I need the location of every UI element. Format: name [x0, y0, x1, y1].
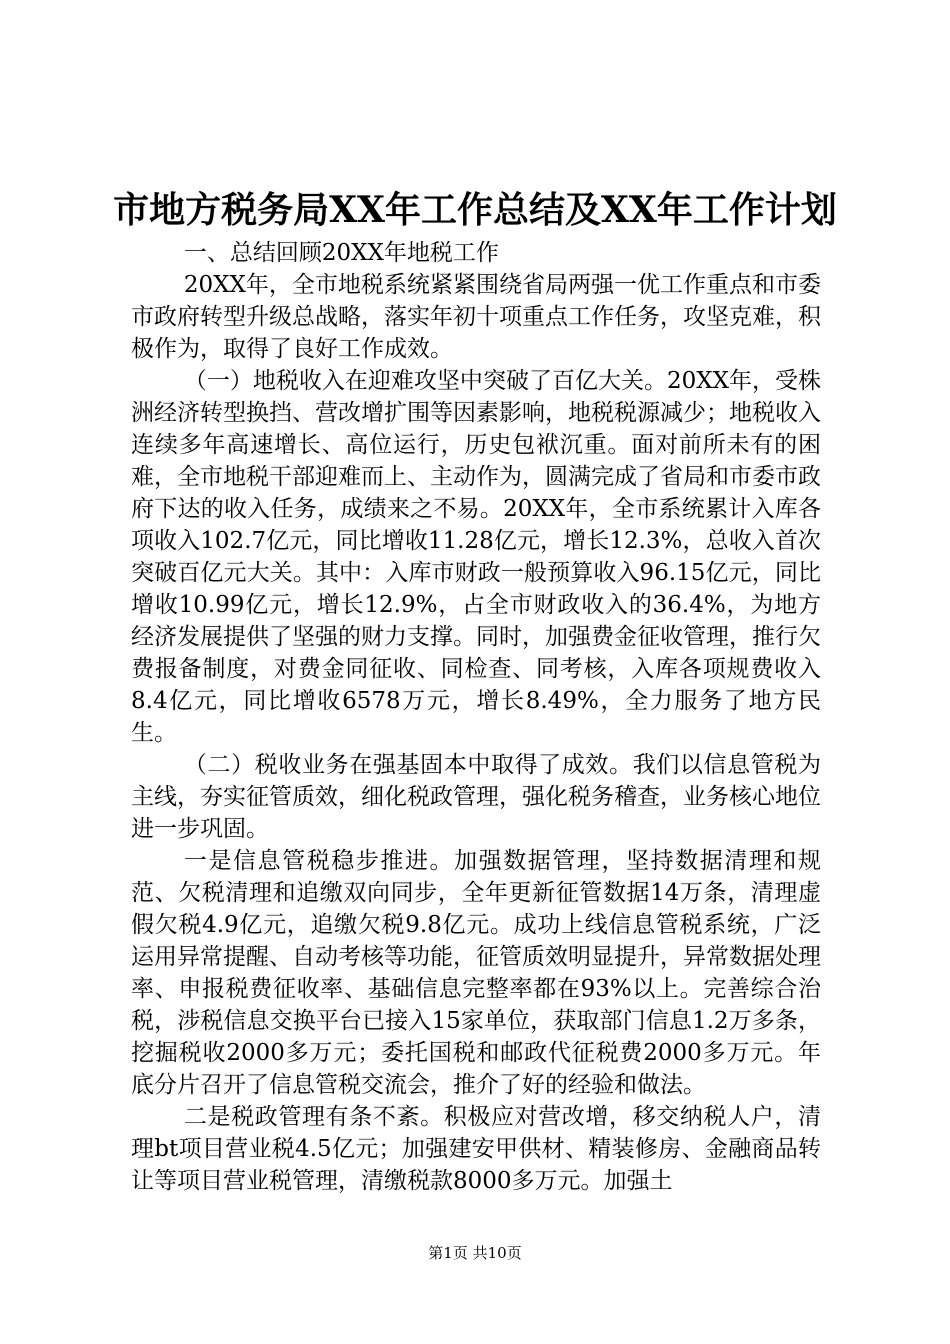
paragraph-business: （二）税收业务在强基固本中取得了成效。我们以信息管税为主线，夯实征管质效，细化税政管理，强化税务稽查，业务核心地位进一步巩固。 [131, 752, 821, 842]
section-heading: 一、总结回顾20XX年地税工作 [183, 240, 499, 266]
document-title: 市地方税务局XX年工作总结及XX年工作计划 [113, 189, 837, 231]
paragraph-intro: 20XX年，全市地税系统紧紧围绕省局两强一优工作重点和市委市政府转型升级总战略，落实年初十项重点工作任务，攻坚克难，积极作为，取得了良好工作成效。 [131, 272, 821, 362]
paragraph-tax-admin: 二是税政管理有条不紊。积极应对营改增，移交纳税人户，清理bt项目营业税4.5亿元；加强建安甲供材、精装修房、金融商品转让等项目营业税管理，清缴税款8000多万元。加强土 [131, 1104, 821, 1194]
paragraph-revenue: （一）地税收入在迎难攻坚中突破了百亿大关。20XX年，受株洲经济转型换挡、营改增扩围等因素影响，地税税源减少；地税收入连续多年高速增长、高位运行，历史包袱沉重。面对前所未有的困难，全市地税干部迎难而上、主动作为，圆满完成了省局和市委市政府下达的收入任务，成绩来之不易。20XX年，全市系统累计入库各项收入102.7亿元，同比增收11.28亿元，增长12.3%，总收入首次突破百亿元大关。其中：入库市财政一般预算收入96.15亿元，同比增收10.99亿元，增长12.9%，占全市财政收入的36.4%，为地方经济发展提供了坚强的财力支撑。同时，加强费金征收管理，推行欠费报备制度，对费金同征收、同检查、同考核，入库各项规费收入8.4亿元，同比增收6578万元，增长8.49%，全力服务了地方民生。 [131, 368, 821, 746]
paragraph-info-tax: 一是信息管税稳步推进。加强数据管理，坚持数据清理和规范、欠税清理和追缴双向同步，全年更新征管数据14万条，清理虚假欠税4.9亿元，追缴欠税9.8亿元。成功上线信息管税系统，广泛运用异常提醒、自动考核等功能，征管质效明显提升，异常数据处理率、申报税费征收率、基础信息完整率都在93%以上。完善综合治税，涉税信息交换平台已接入15家单位，获取部门信息1.2万多条，挖掘税收2000多万元；委托国税和邮政代征税费2000多万元。年底分片召开了信息管税交流会，推介了好的经验和做法。 [131, 848, 821, 1098]
page-number-footer: 第1页 共10页 [428, 1244, 522, 1262]
document-body [131, 237, 821, 1197]
